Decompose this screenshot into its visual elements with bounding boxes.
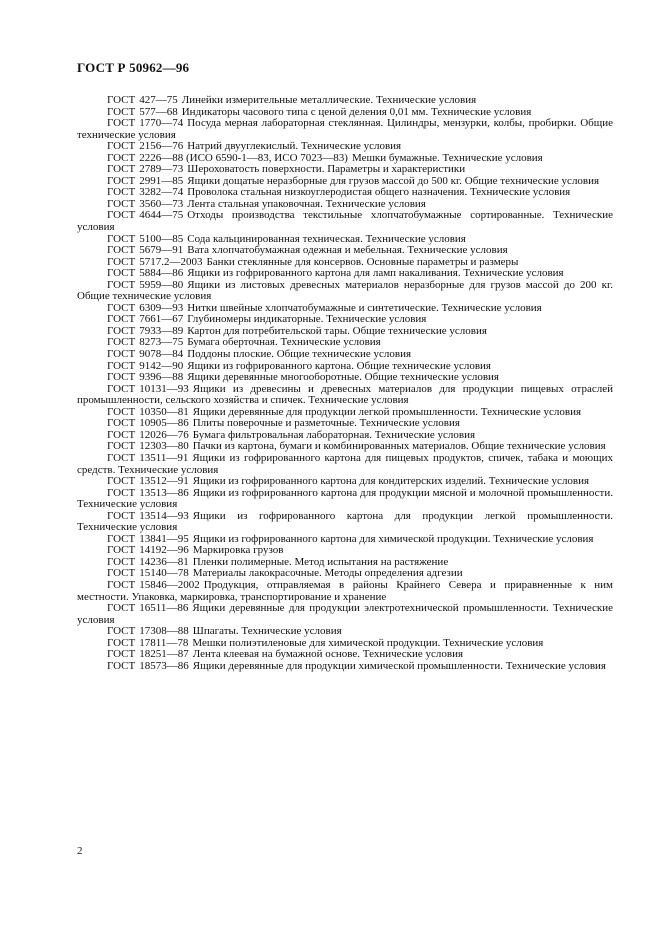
reference-number: 2156—76 bbox=[139, 140, 184, 153]
reference-title: Сода кальцинированная техническая. Технические условия bbox=[187, 232, 466, 245]
reference-number: 7661—67 bbox=[139, 313, 184, 326]
reference-prefix: ГОСТ bbox=[107, 440, 136, 453]
reference-number: 14192—96 bbox=[139, 544, 189, 557]
reference-item bbox=[77, 118, 613, 141]
reference-title: Ящики деревянные многооборотные. Общие технические условия bbox=[187, 371, 499, 384]
reference-prefix: ГОСТ bbox=[107, 371, 136, 384]
page-header-title: ГОСТ Р 50962—96 bbox=[77, 60, 190, 75]
reference-number: 13511—91 bbox=[139, 451, 189, 464]
reference-title: Ящики из гофрированного картона для кондитерских изделий. Технические условия bbox=[192, 475, 590, 488]
reference-prefix: ГОСТ bbox=[107, 105, 136, 118]
reference-prefix: ГОСТ bbox=[107, 324, 136, 337]
reference-title: Проволока стальная низкоуглеродистая общего назначения. Технические условия bbox=[187, 186, 571, 199]
reference-title: Посуда мерная лабораторная стеклянная. Цилиндры, мензурки, колбы, пробирки. Общие технические условия bbox=[77, 117, 613, 141]
reference-title: Ящики из древесины и древесных материалов для продукции пищевых отраслей промышленности, сельского хозяйства и спичек. Технические условия bbox=[77, 382, 613, 407]
reference-number: 5717.2—2003 bbox=[139, 255, 203, 268]
reference-title: Ящики из гофрированного картона. Общие технические условия bbox=[187, 359, 491, 372]
reference-title: Пленки полимерные. Метод испытания на растяжение bbox=[192, 555, 449, 568]
normative-references-list bbox=[77, 95, 613, 672]
reference-title: Продукция, отправляемая в районы Крайнего Севера и приравненные к ним местности. Упаковка, маркировка, транспортирование и хранение bbox=[77, 578, 613, 603]
reference-title: Индикаторы часового типа с ценой деления 0,01 мм. Технические условия bbox=[181, 105, 532, 118]
reference-number: 427—75 bbox=[139, 94, 178, 106]
reference-prefix: ГОСТ bbox=[107, 428, 136, 441]
reference-item bbox=[77, 661, 613, 673]
reference-number: 16511—86 bbox=[139, 602, 189, 615]
reference-prefix: ГОСТ bbox=[107, 94, 136, 106]
reference-title: Ящики из гофрированного картона для пищевых продуктов, спичек, табака и моющих средств. Технические условия bbox=[77, 451, 613, 476]
reference-item bbox=[77, 210, 613, 233]
reference-prefix: ГОСТ bbox=[107, 475, 136, 488]
reference-prefix: ГОСТ bbox=[107, 117, 136, 130]
reference-number: 15846—2002 bbox=[139, 578, 200, 591]
reference-title: Бумага фильтровальная лабораторная. Технические условия bbox=[192, 428, 476, 441]
reference-title: Ящики дощатые неразборные для грузов массой до 500 кг. Общие технические условия bbox=[187, 174, 600, 187]
reference-title: Натрий двууглекислый. Технические условия bbox=[187, 140, 402, 153]
reference-title: Маркировка грузов bbox=[192, 544, 284, 557]
reference-number: 13513—86 bbox=[139, 486, 189, 499]
reference-number: 7933—89 bbox=[139, 324, 184, 337]
reference-item bbox=[77, 384, 613, 407]
reference-number: 2226—88 (ИСО 6590-1—83, ИСО 7023—83) bbox=[139, 151, 348, 164]
reference-prefix: ГОСТ bbox=[107, 602, 136, 615]
reference-number: 18251—87 bbox=[139, 648, 189, 661]
reference-title: Материалы лакокрасочные. Методы определения адгезии bbox=[192, 567, 463, 580]
reference-prefix: ГОСТ bbox=[107, 648, 136, 661]
reference-prefix: ГОСТ bbox=[107, 417, 136, 430]
reference-prefix: ГОСТ bbox=[107, 625, 136, 638]
reference-number: 12303—80 bbox=[139, 440, 189, 453]
reference-prefix: ГОСТ bbox=[107, 209, 136, 222]
reference-title: Бумага оберточная. Технические условия bbox=[187, 336, 381, 349]
reference-title: Шпагаты. Технические условия bbox=[192, 625, 342, 638]
reference-number: 5100—85 bbox=[139, 232, 184, 245]
reference-title: Ящики деревянные для продукции легкой промышленности. Технические условия bbox=[192, 405, 582, 418]
reference-number: 17308—88 bbox=[139, 625, 189, 638]
reference-title: Нитки швейные хлопчатобумажные и синтетические. Технические условия bbox=[187, 301, 542, 314]
reference-title: Ящики из листовых древесных материалов неразборные для грузов массой до 200 кг. Общие технические условия bbox=[77, 278, 613, 303]
reference-item bbox=[77, 580, 613, 603]
reference-item bbox=[77, 511, 613, 534]
reference-number: 5884—86 bbox=[139, 267, 184, 280]
reference-prefix: ГОСТ bbox=[107, 382, 136, 395]
reference-prefix: ГОСТ bbox=[107, 163, 136, 176]
reference-prefix: ГОСТ bbox=[107, 659, 136, 672]
reference-item bbox=[77, 488, 613, 511]
reference-prefix: ГОСТ bbox=[107, 140, 136, 153]
reference-number: 2789—73 bbox=[139, 163, 184, 176]
reference-prefix: ГОСТ bbox=[107, 244, 136, 257]
reference-title: Вата хлопчатобумажная одежная и мебельная. Технические условия bbox=[187, 244, 508, 257]
reference-number: 5679—91 bbox=[139, 244, 184, 257]
reference-number: 2991—85 bbox=[139, 174, 184, 187]
reference-title: Лента клеевая на бумажной основе. Технические условия bbox=[192, 648, 464, 661]
reference-title: Ящики деревянные для продукции химической промышленности. Технические условия bbox=[192, 659, 606, 672]
reference-prefix: ГОСТ bbox=[107, 186, 136, 199]
reference-prefix: ГОСТ bbox=[107, 532, 136, 545]
reference-number: 13512—91 bbox=[139, 475, 189, 488]
reference-prefix: ГОСТ bbox=[107, 348, 136, 361]
reference-prefix: ГОСТ bbox=[107, 336, 136, 349]
reference-number: 9396—88 bbox=[139, 371, 184, 384]
reference-title: Пачки из картона, бумаги и комбинированных материалов. Общие технические условия bbox=[192, 440, 606, 453]
reference-prefix: ГОСТ bbox=[107, 255, 136, 268]
reference-title: Линейки измерительные металлические. Технические условия bbox=[181, 94, 477, 106]
reference-number: 13841—95 bbox=[139, 532, 189, 545]
reference-number: 18573—86 bbox=[139, 659, 189, 672]
reference-item bbox=[77, 280, 613, 303]
reference-title: Шероховатость поверхности. Параметры и характеристики bbox=[187, 163, 466, 176]
reference-number: 3282—74 bbox=[139, 186, 184, 199]
reference-number: 3560—73 bbox=[139, 197, 184, 210]
reference-number: 13514—93 bbox=[139, 509, 189, 522]
reference-number: 9078—84 bbox=[139, 348, 184, 361]
reference-title: Ящики деревянные для продукции электротехнической промышленности. Технические условия bbox=[77, 602, 613, 626]
reference-number: 4644—75 bbox=[139, 209, 184, 222]
reference-number: 17811—78 bbox=[139, 636, 189, 649]
reference-item bbox=[77, 453, 613, 476]
reference-prefix: ГОСТ bbox=[107, 359, 136, 372]
reference-prefix: ГОСТ bbox=[107, 232, 136, 245]
reference-number: 12026—76 bbox=[139, 428, 189, 441]
reference-prefix: ГОСТ bbox=[107, 509, 136, 522]
reference-title: Ящики из гофрированного картона для химической продукции. Технические условия bbox=[192, 532, 594, 545]
reference-number: 10350—81 bbox=[139, 405, 189, 418]
reference-number: 10905—86 bbox=[139, 417, 189, 430]
reference-prefix: ГОСТ bbox=[107, 278, 136, 291]
reference-prefix: ГОСТ bbox=[107, 197, 136, 210]
reference-number: 9142—90 bbox=[139, 359, 184, 372]
reference-title: Лента стальная упаковочная. Технические условия bbox=[187, 197, 426, 210]
reference-title: Плиты поверочные и разметочные. Технические условия bbox=[192, 417, 460, 430]
reference-number: 14236—81 bbox=[139, 555, 189, 568]
reference-prefix: ГОСТ bbox=[107, 636, 136, 649]
reference-number: 1770—74 bbox=[139, 117, 184, 130]
reference-number: 10131—93 bbox=[139, 382, 189, 395]
reference-title: Мешки полиэтиленовые для химической продукции. Технические условия bbox=[192, 636, 544, 649]
reference-item bbox=[77, 603, 613, 626]
reference-prefix: ГОСТ bbox=[107, 486, 136, 499]
reference-prefix: ГОСТ bbox=[107, 267, 136, 280]
reference-number: 577—68 bbox=[139, 105, 178, 118]
reference-prefix: ГОСТ bbox=[107, 301, 136, 314]
reference-title: Банки стеклянные для консервов. Основные параметры и размеры bbox=[206, 255, 519, 268]
reference-prefix: ГОСТ bbox=[107, 451, 136, 464]
reference-title: Отходы производства текстильные хлопчатобумажные сортированные. Технические условия bbox=[77, 209, 613, 234]
reference-prefix: ГОСТ bbox=[107, 567, 136, 580]
reference-title: Ящики из гофрированного картона для ламп накаливания. Технические условия bbox=[187, 267, 564, 280]
reference-prefix: ГОСТ bbox=[107, 174, 136, 187]
reference-number: 6309—93 bbox=[139, 301, 184, 314]
reference-prefix: ГОСТ bbox=[107, 313, 136, 326]
reference-number: 15140—78 bbox=[139, 567, 189, 580]
reference-prefix: ГОСТ bbox=[107, 405, 136, 418]
reference-title: Глубиномеры индикаторные. Технические условия bbox=[187, 313, 427, 326]
reference-prefix: ГОСТ bbox=[107, 151, 136, 164]
page-number: 2 bbox=[77, 845, 83, 857]
reference-prefix: ГОСТ bbox=[107, 555, 136, 568]
reference-title: Поддоны плоские. Общие технические условия bbox=[187, 348, 412, 361]
reference-prefix: ГОСТ bbox=[107, 578, 136, 591]
reference-prefix: ГОСТ bbox=[107, 544, 136, 557]
reference-title: Мешки бумажные. Технические условия bbox=[351, 151, 543, 164]
reference-title: Картон для потребительской тары. Общие технические условия bbox=[187, 324, 487, 337]
reference-number: 5959—80 bbox=[139, 278, 184, 291]
reference-title: Ящики из гофрированного картона для продукции мясной и молочной промышленности. Технические условия bbox=[77, 486, 613, 511]
reference-number: 8273—75 bbox=[139, 336, 184, 349]
reference-title: Ящики из гофрированного картона для продукции легкой промышленности. Технические условия bbox=[77, 509, 613, 534]
